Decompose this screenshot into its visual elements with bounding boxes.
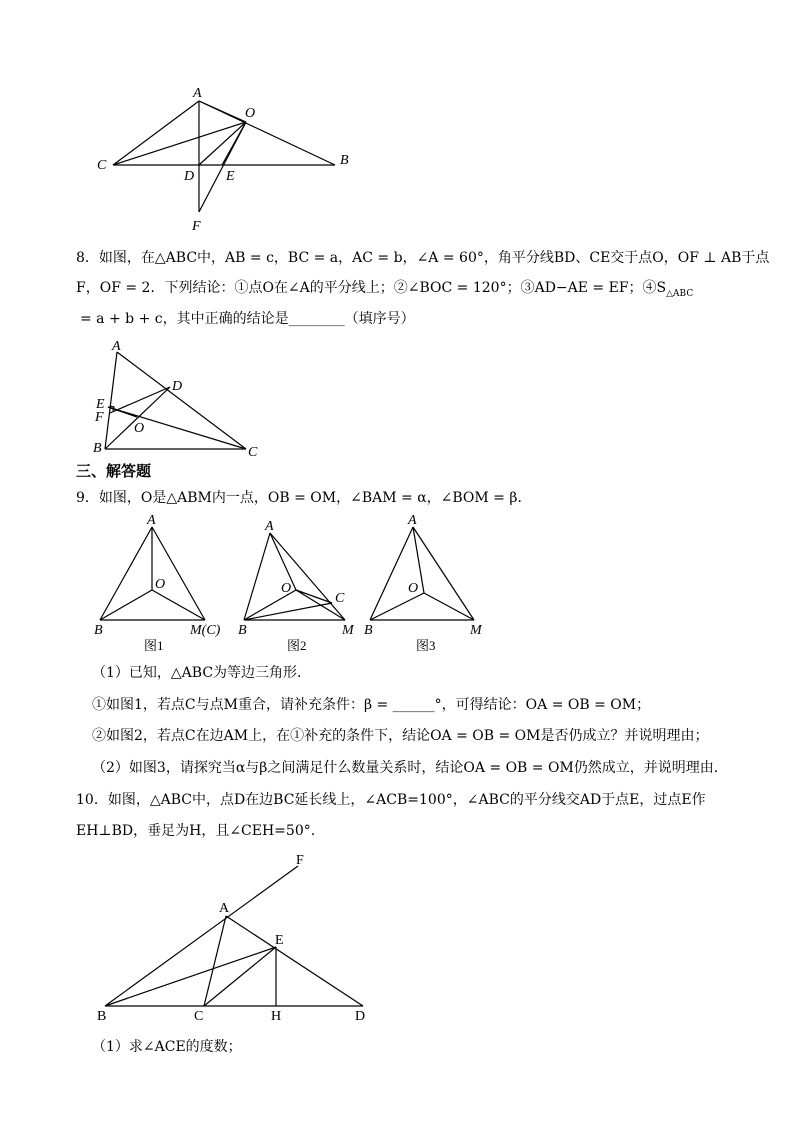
q10-label-F: F xyxy=(296,853,304,868)
label-F: F xyxy=(192,219,201,234)
q9f1-label-B: B xyxy=(94,623,103,638)
label-B: B xyxy=(340,153,349,168)
label-E: E xyxy=(226,169,235,184)
q10-sub1: （1）求∠ACE的度数； xyxy=(92,1039,242,1055)
q8-label-B: B xyxy=(93,441,102,456)
q8-line3: = a + b + c，其中正确的结论是________（填序号） xyxy=(80,311,415,327)
q9f1-caption: 图1 xyxy=(144,638,164,653)
q8-label-F: F xyxy=(95,410,104,425)
q9f3-label-O: O xyxy=(408,581,419,596)
q9f1-label-O: O xyxy=(155,577,166,592)
q9f3-label-B: B xyxy=(364,623,373,638)
q8-line2-sub: △ABC xyxy=(666,288,694,299)
q9f3-caption: 图3 xyxy=(416,638,436,653)
q8-label-O: O xyxy=(134,421,145,436)
q9-part1a: ①如图1，若点C与点M重合，请补充条件：β = ______°，可得结论：OA = OB = OM； xyxy=(92,697,651,713)
q9f2-label-B: B xyxy=(238,623,247,638)
q9f3-label-A: A xyxy=(408,513,417,528)
label-C: C xyxy=(97,158,107,173)
q9-part2: （2）如图3，请探究当α与β之间满足什么数量关系时，结论OA = OB = OM仍然成立，并说明理由． xyxy=(92,760,728,776)
q10-line1: 10．如图，△ABC中，点D在边BC延长线上，∠ACB=100°，∠ABC的平分线交AD于点E，过点E作 xyxy=(76,792,706,808)
q9f2-label-O: O xyxy=(281,581,292,596)
q8-line2-text: F，OF = 2．下列结论：①点O在∠A的平分线上；②∠BOC = 120°；③AD−AE = EF；④S xyxy=(76,280,667,296)
q10-label-C: C xyxy=(194,1009,204,1024)
q9f2-label-M: M xyxy=(342,623,354,638)
q10-label-E: E xyxy=(275,933,284,948)
label-D: D xyxy=(184,169,195,184)
q9f1-label-A: A xyxy=(147,513,156,528)
q9f2-label-C: C xyxy=(335,591,345,606)
q10-label-A: A xyxy=(219,901,230,916)
q10-label-B: B xyxy=(97,1009,107,1024)
q8-label-E: E xyxy=(96,397,105,412)
q8-label-A: A xyxy=(112,339,121,354)
q9f2-label-A: A xyxy=(265,519,274,534)
q9-part1: （1）已知，△ABC为等边三角形． xyxy=(92,665,312,681)
q10-label-D: D xyxy=(355,1009,366,1024)
q8-line1: 8．如图，在△ABC中，AB = c，BC = a，AC = b，∠A = 60°，角平分线BD、CE交于点O，OF ⊥ AB于点 xyxy=(76,250,770,266)
q9-stem: 9．如图，O是△ABM内一点，OB = OM，∠BAM = α，∠BOM = β． xyxy=(76,490,532,506)
q9f3-label-M: M xyxy=(470,623,482,638)
q8-label-C: C xyxy=(248,445,258,460)
q9-part1b: ②如图2，若点C在边AM上，在①补充的条件下，结论OA = OB = OM是否仍成立？并说明理由； xyxy=(92,728,709,744)
q10-label-H: H xyxy=(271,1009,282,1024)
q9f1-label-M: M(C) xyxy=(190,623,221,638)
q10-line2: EH⊥BD，垂足为H，且∠CEH=50°. xyxy=(76,823,316,839)
label-O: O xyxy=(245,106,256,121)
section-title: 三、解答题 xyxy=(76,462,152,480)
q9f2-caption: 图2 xyxy=(287,638,307,653)
q8-label-D: D xyxy=(172,379,183,394)
label-A: A xyxy=(193,86,202,101)
